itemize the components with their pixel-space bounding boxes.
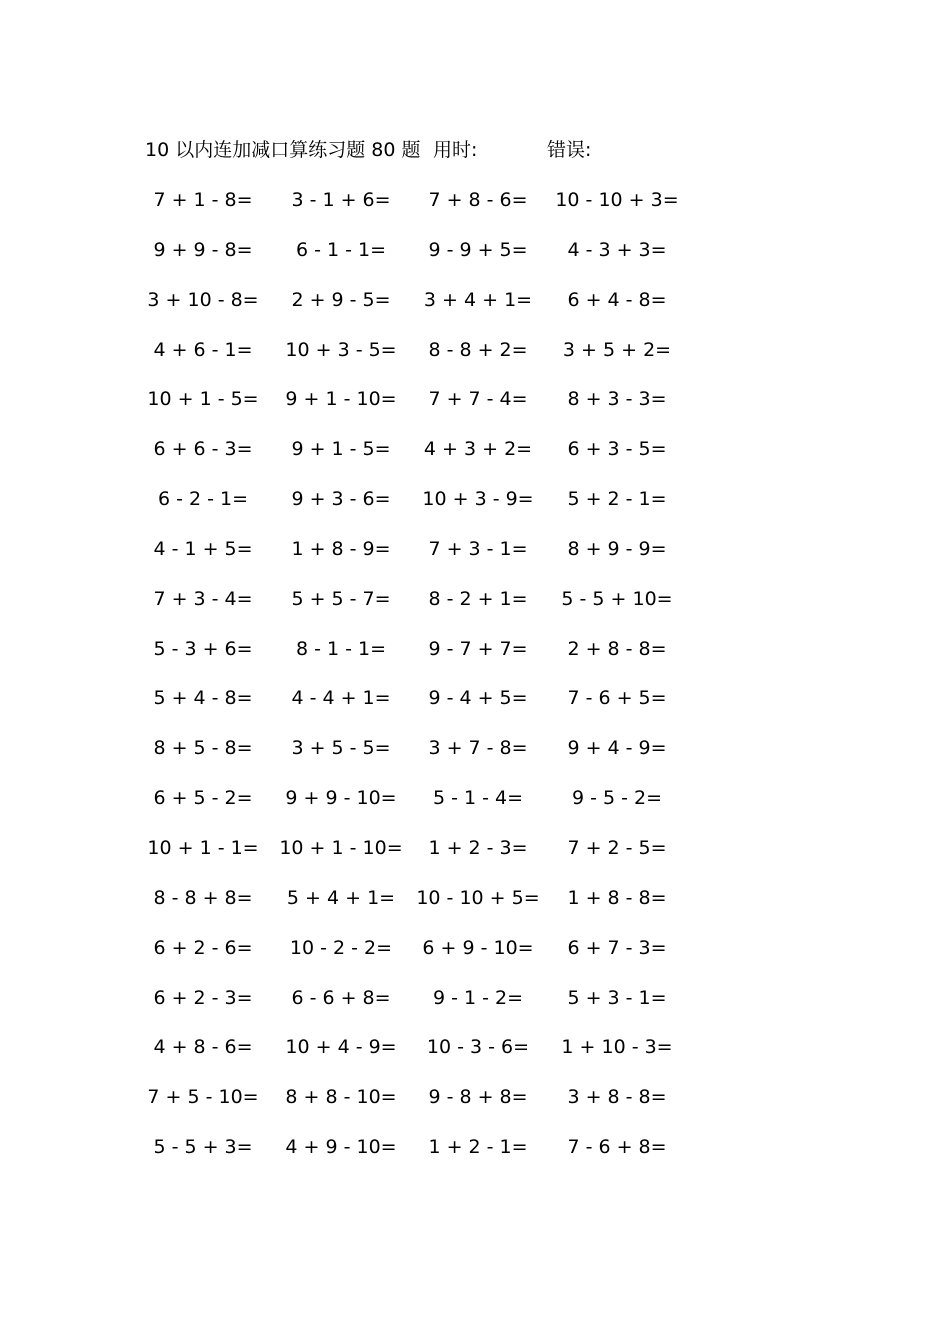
problem-row [0,187,950,237]
math-problem: 5 - 3 + 6= [153,637,253,660]
problem-row [0,237,950,287]
math-problem: 9 + 9 - 10= [285,787,397,810]
math-problem: 7 + 5 - 10= [147,1086,259,1109]
math-problem: 10 - 10 + 3= [555,189,679,211]
math-problem: 8 - 1 - 1= [295,637,387,660]
math-problem: 9 - 1 - 2= [432,986,524,1009]
math-problem: 6 + 2 - 6= [153,936,253,959]
math-problem: 4 + 6 - 1= [153,338,253,361]
math-problem: 5 + 2 - 1= [567,488,667,511]
math-problem: 3 + 7 - 8= [428,737,528,760]
math-problem: 3 + 10 - 8= [147,288,259,311]
error-count-label: 错误: [547,139,592,161]
math-problem: 9 - 5 - 2= [571,787,663,810]
math-problem: 1 + 10 - 3= [561,1036,673,1059]
math-problem: 9 + 1 - 10= [285,388,397,411]
math-problem: 9 - 8 + 8= [428,1086,528,1109]
math-problem: 9 - 9 + 5= [428,238,528,261]
math-problem: 6 + 9 - 10= [422,936,534,959]
math-problem: 8 + 8 - 10= [285,1086,397,1109]
math-problem: 3 + 5 + 2= [562,338,672,361]
math-problem: 4 - 3 + 3= [567,238,667,261]
math-problem: 7 - 6 + 8= [567,1136,667,1159]
math-problem: 8 + 9 - 9= [567,537,667,560]
problem-row [0,436,950,486]
problem-row [0,935,950,985]
math-problem: 8 - 8 + 8= [153,886,253,909]
math-problem: 1 + 2 - 3= [428,836,528,859]
math-problem: 3 + 8 - 8= [567,1086,667,1109]
math-problem: 4 + 3 + 2= [423,438,533,461]
math-problem: 5 + 4 + 1= [286,886,396,909]
math-problem: 10 + 4 - 9= [285,1036,397,1059]
problem-row [0,835,950,885]
math-problem: 3 - 1 + 6= [291,189,391,211]
math-problem: 10 + 3 - 5= [285,338,397,361]
math-problem: 10 + 1 - 5= [147,388,259,411]
problem-row [0,1134,950,1184]
math-problem: 6 + 5 - 2= [153,787,253,810]
math-problem: 8 - 2 + 1= [428,587,528,610]
problem-row [0,685,950,735]
math-problem: 10 - 2 - 2= [289,936,393,959]
math-problem: 9 + 3 - 6= [291,488,391,511]
math-problem: 5 + 3 - 1= [567,986,667,1009]
problem-row [0,1034,950,1084]
worksheet-title: 10 以内连加减口算练习题 80 题 [145,139,421,161]
math-problem: 5 - 5 + 10= [561,587,673,610]
problem-row [0,337,950,387]
math-problem: 7 - 6 + 5= [567,687,667,710]
math-problem: 1 + 8 - 9= [291,537,391,560]
math-problem: 10 + 1 - 10= [279,836,403,859]
math-problem: 2 + 8 - 8= [567,637,667,660]
math-problem: 5 - 1 - 4= [432,787,524,810]
math-problem: 3 + 4 + 1= [423,288,533,311]
math-problem: 7 + 2 - 5= [567,836,667,859]
math-problem: 6 - 1 - 1= [295,238,387,261]
problem-row [0,1084,950,1134]
math-problem: 6 + 7 - 3= [567,936,667,959]
math-problem: 7 + 7 - 4= [428,388,528,411]
math-problem: 9 - 7 + 7= [428,637,528,660]
problem-row [0,586,950,636]
math-problem: 8 - 8 + 2= [428,338,528,361]
math-problem: 4 - 1 + 5= [153,537,253,560]
math-problem: 7 + 3 - 1= [428,537,528,560]
math-problem: 1 + 2 - 1= [428,1136,528,1159]
problem-row [0,536,950,586]
math-problem: 6 + 6 - 3= [153,438,253,461]
problem-grid [0,187,950,1184]
problem-row [0,486,950,536]
problem-row [0,287,950,337]
math-problem: 4 - 4 + 1= [291,687,391,710]
math-problem: 6 - 6 + 8= [291,986,391,1009]
math-problem: 6 + 3 - 5= [567,438,667,461]
problem-row [0,885,950,935]
math-problem: 10 + 1 - 1= [147,836,259,859]
math-problem: 10 - 3 - 6= [426,1036,530,1059]
math-problem: 6 + 2 - 3= [153,986,253,1009]
math-problem: 5 - 5 + 3= [153,1136,253,1159]
math-problem: 5 + 4 - 8= [153,687,253,710]
math-problem: 6 - 2 - 1= [157,488,249,511]
problem-row [0,785,950,835]
math-problem: 7 + 1 - 8= [153,189,253,211]
math-problem: 10 - 10 + 5= [416,886,540,909]
time-used-label: 用时: [433,139,478,161]
math-problem: 4 + 8 - 6= [153,1036,253,1059]
problem-row [0,985,950,1035]
problem-row [0,636,950,686]
problem-row [0,386,950,436]
math-problem: 9 - 4 + 5= [428,687,528,710]
math-problem: 8 + 5 - 8= [153,737,253,760]
math-problem: 5 + 5 - 7= [291,587,391,610]
math-problem: 6 + 4 - 8= [567,288,667,311]
math-problem: 9 + 9 - 8= [153,238,253,261]
math-problem: 1 + 8 - 8= [567,886,667,909]
math-problem: 8 + 3 - 3= [567,388,667,411]
math-problem: 4 + 9 - 10= [285,1136,397,1159]
math-problem: 3 + 5 - 5= [291,737,391,760]
math-problem: 9 + 1 - 5= [291,438,391,461]
math-problem: 7 + 8 - 6= [428,189,528,211]
problem-row [0,735,950,785]
math-problem: 10 + 3 - 9= [422,488,534,511]
math-problem: 2 + 9 - 5= [291,288,391,311]
math-problem: 7 + 3 - 4= [153,587,253,610]
math-problem: 9 + 4 - 9= [567,737,667,760]
